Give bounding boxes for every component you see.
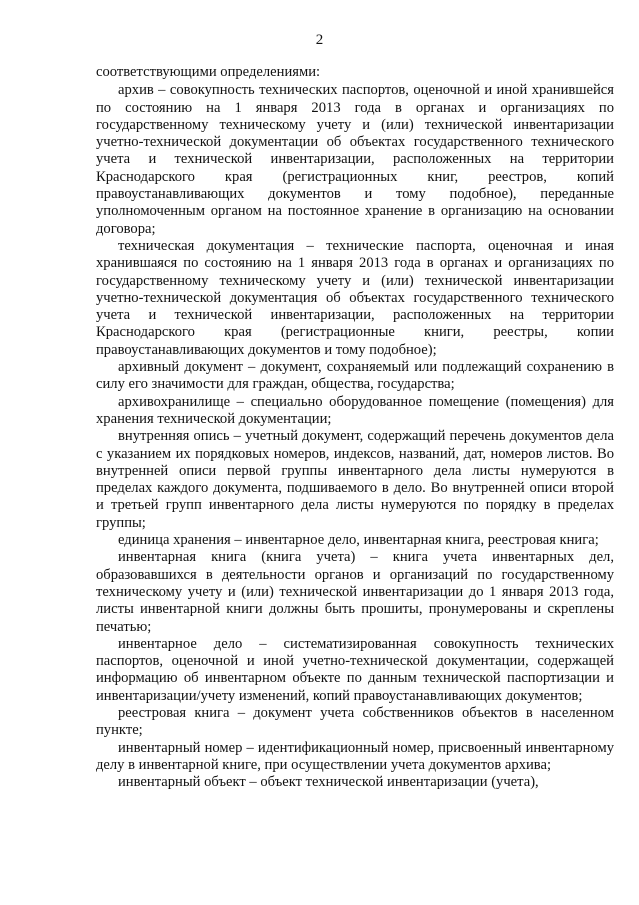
definition-internal-inventory: внутренняя опись – учетный документ, содержащий перечень документов дела с указанием их порядковых номеров, индексов, названий, дат, номеров листов. Во внутренней описи первой группы инвентарного дела листы нумеруются в пределах каждого документа, подшиваемого в дело. Во внутренней описи второй и третьей групп инвентарного дела листы нумеруются по порядку в пределах группы;	[96, 428, 614, 531]
definition-archive: архив – совокупность технических паспортов, оценочной и иной хранившейся по состоянию на 1 января 2013 года в органах и организациях по государственному техническому учету и (или) технической инвентаризации учетно-технической документации об объектах государственного технического учета и технической инвентаризации, расположенных на территории Краснодарского края (регистрационных книг, реестров, копий правоустанавливающих документов и тому подобное), переданные уполномоченным органом на постоянное хранение в организацию на основании договора;	[96, 82, 614, 237]
definition-archive-storage: архивохранилище – специально оборудованное помещение (помещения) для хранения технической документации;	[96, 393, 614, 427]
definition-storage-unit: единица хранения – инвентарное дело, инвентарная книга, реестровая книга;	[118, 532, 599, 549]
definition-technical-documentation: техническая документация – технические паспорта, оценочная и иная хранившаяся по состоянию на 1 января 2013 года в органах и организациях по государственному техническому учету и (или) технической инвентаризации учетно-технической документация об объектах государственного технического учета и технической инвентаризации, расположенных на территории Краснодарского края (регистрационные книги, реестры, копии правоустанавливающих документов и тому подобное);	[96, 237, 614, 358]
definition-inventory-object: инвентарный объект – объект технической инвентаризации (учета),	[118, 774, 539, 791]
intro-paragraph: соответствующими определениями:	[96, 64, 321, 80]
definition-inventory-book: инвентарная книга (книга учета) – книга учета инвентарных дел, образовавшихся в деятельности органов и организаций по государственному техническому учету и (или) технической инвентаризации до 1 января 2013 года, листы инвентарной книги должны быть прошиты, пронумерованы и скреплены печатью;	[96, 549, 614, 635]
definition-inventory-number: инвентарный номер – идентификационный номер, присвоенный инвентарному делу в инвентарной книге, при осуществлении учета документов архива;	[96, 739, 614, 773]
definition-register-book: реестровая книга – документ учета собственников объектов в населенном пункте;	[96, 704, 614, 739]
definition-inventory-file: инвентарное дело – систематизированная совокупность технических паспортов, оценочной и иной учетно-технической документации, содержащей информацию об инвентарном объекте по данным технической паспортизации и инвентаризации/учету изменений, копий правоустанавливающих документов;	[96, 635, 614, 704]
page-number: 2	[315, 32, 324, 48]
definition-archival-document: архивный документ – документ, сохраняемый или подлежащий сохранению в силу его значимости для граждан, общества, государства;	[96, 359, 614, 393]
document-body	[96, 64, 614, 791]
